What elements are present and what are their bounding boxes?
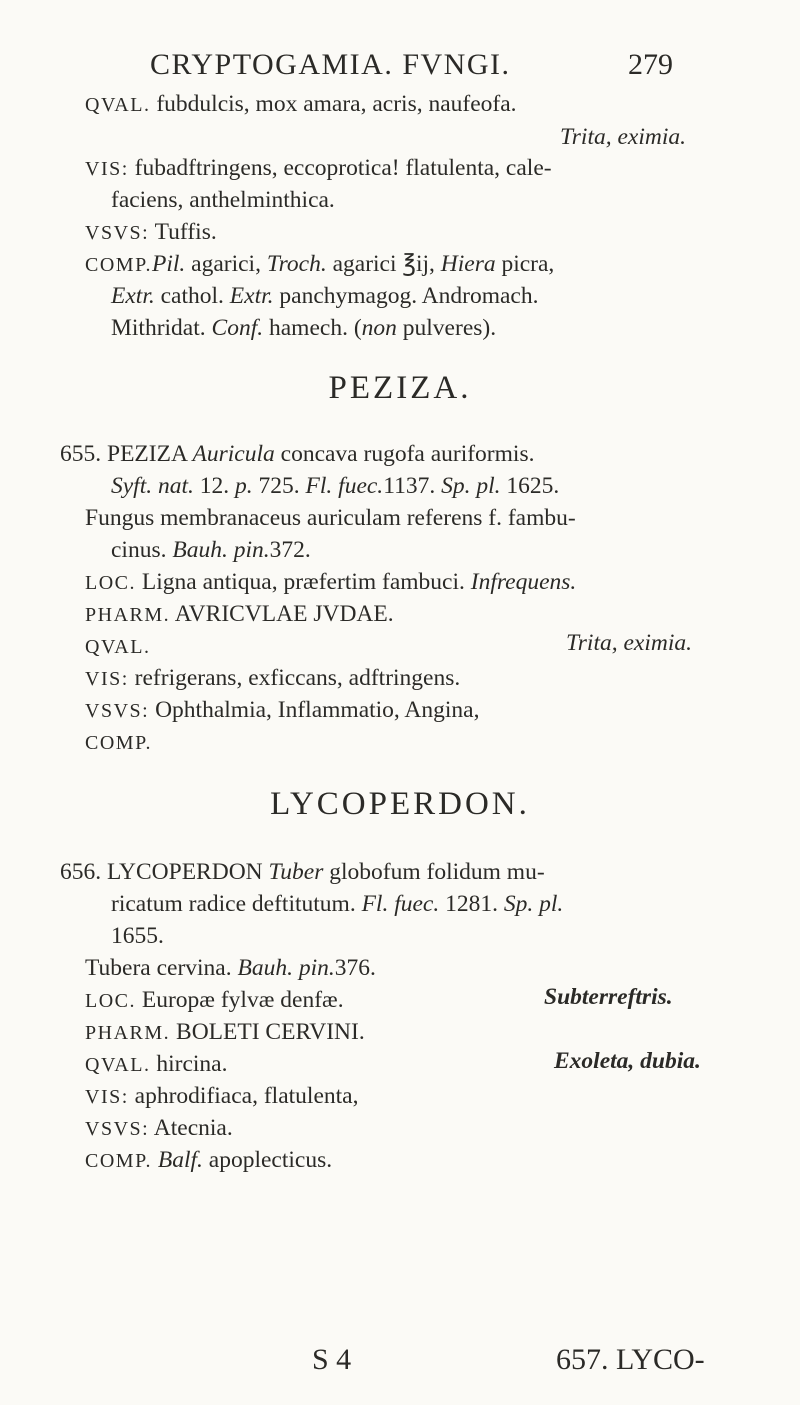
comp-text: Extr. xyxy=(111,283,155,309)
reference-text: Fl. fuec. xyxy=(361,891,440,917)
pharm-text: AVRICVLAE JVDAE. xyxy=(174,601,394,627)
reference-text: cinus. xyxy=(111,537,167,563)
reference-text: Sp. pl. xyxy=(441,473,501,499)
reference-text: 376. xyxy=(334,955,376,981)
signature-mark: S 4 xyxy=(312,1343,352,1376)
comp-text: Pil. xyxy=(151,251,186,277)
comp-text: agarici, xyxy=(191,251,261,277)
peziza-vsus-line xyxy=(85,694,479,727)
vsus-label: VSVS: xyxy=(85,222,150,244)
reference-text: Tubera cervina. xyxy=(85,955,232,981)
entry-vis-line xyxy=(85,152,552,185)
section-heading-lycoperdon: LYCOPERDON. xyxy=(270,786,530,822)
vsus-label: VSVS: xyxy=(85,700,150,722)
vsus-text: Atecnia. xyxy=(153,1115,233,1141)
vis-text: refrigerans, exficcans, adftringens. xyxy=(134,665,461,691)
loc-text: Europæ fylvæ denfæ. xyxy=(141,987,344,1013)
entry-vsus-line xyxy=(85,216,217,249)
comp-label: COMP. xyxy=(85,254,152,276)
qual-label: QVAL. xyxy=(85,1054,151,1076)
lycoperdon-qual-grade: Exoleta, dubia. xyxy=(554,1048,701,1074)
qual-label: QVAL. xyxy=(85,94,151,116)
qual-grade: Trita, eximia. xyxy=(560,124,686,150)
comp-text: agarici ℥ij, xyxy=(332,251,435,277)
vis-label: VIS: xyxy=(85,158,129,180)
comp-text: hamech. ( xyxy=(269,315,362,341)
entry-comp-line-2 xyxy=(111,280,538,312)
loc-label: LOC. xyxy=(85,572,136,594)
reference-text: 1137. xyxy=(383,473,436,499)
comp-label: COMP. xyxy=(85,1150,152,1172)
entry-number: 655. xyxy=(60,441,102,467)
comp-text: apoplecticus. xyxy=(208,1147,333,1173)
reference-text: Syft. nat. xyxy=(111,473,194,499)
pharm-label: PHARM. xyxy=(85,604,171,626)
vsus-label: VSVS: xyxy=(85,1118,150,1140)
lycoperdon-qual-line xyxy=(85,1048,227,1081)
loc-text: Ligna antiqua, præfertim fambuci. xyxy=(141,569,465,595)
reference-text: 1281. xyxy=(445,891,498,917)
lycoperdon-comp-line xyxy=(85,1144,332,1177)
genus-name: LYCOPERDON xyxy=(107,859,263,885)
pharm-label: PHARM. xyxy=(85,1022,171,1044)
comp-text: Extr. xyxy=(229,283,274,309)
page-number: 279 xyxy=(628,48,673,81)
comp-text: pulveres). xyxy=(402,315,497,341)
lycoperdon-vsus-line xyxy=(85,1112,233,1145)
running-title: CRYPTOGAMIA. FVNGI. xyxy=(150,48,511,81)
lycoperdon-loc-grade: Subterreftris. xyxy=(544,984,673,1010)
entry-qual-line xyxy=(85,88,517,121)
peziza-qual-line xyxy=(85,630,150,663)
running-header xyxy=(0,48,800,88)
vsus-text: Tuffis. xyxy=(154,219,217,245)
section-heading-peziza: PEZIZA. xyxy=(328,370,472,406)
vsus-text: Ophthalmia, Inflammatio, Angina, xyxy=(155,697,480,723)
lycoperdon-synonym xyxy=(85,952,376,984)
vis-text: aphrodifiaca, flatulenta, xyxy=(134,1083,359,1109)
peziza-pharm-line xyxy=(85,598,394,631)
entry-number: 656. xyxy=(60,859,102,885)
catchword: 657. LYCO- xyxy=(556,1343,705,1376)
reference-text: 1625. xyxy=(506,473,560,499)
lycoperdon-vis-line xyxy=(85,1080,358,1113)
reference-text: ricatum radice deftitutum. xyxy=(111,891,356,917)
pharm-text: BOLETI CERVINI. xyxy=(176,1019,365,1045)
loc-grade: Infrequens. xyxy=(470,569,577,595)
lycoperdon-pharm-line xyxy=(85,1016,365,1049)
comp-text: Mithridat. xyxy=(111,315,206,341)
entry-vis-line-2: faciens, anthelminthica. xyxy=(111,187,335,213)
reference-text: p. xyxy=(235,473,253,499)
lycoperdon-references xyxy=(111,888,563,920)
comp-text: Balf. xyxy=(157,1147,203,1173)
entry-comp-line xyxy=(85,248,554,281)
species-name: Tuber xyxy=(268,859,324,885)
comp-text: panchymagog. Andromach. xyxy=(279,283,539,309)
comp-text: cathol. xyxy=(160,283,224,309)
peziza-entry-line xyxy=(60,438,534,470)
reference-text: Bauh. pin. xyxy=(172,537,270,563)
peziza-synonym-ref xyxy=(111,534,311,566)
peziza-references xyxy=(111,470,559,502)
species-description: concava rugofa auriformis. xyxy=(280,441,535,467)
loc-label: LOC. xyxy=(85,990,136,1012)
reference-text: 725. xyxy=(258,473,300,499)
reference-text: 372. xyxy=(269,537,311,563)
reference-text: Bauh. pin. xyxy=(237,955,335,981)
comp-text: Troch. xyxy=(266,251,327,277)
qual-label: QVAL. xyxy=(85,636,151,658)
comp-text: non xyxy=(361,315,397,341)
qual-text: hircina. xyxy=(156,1051,228,1077)
peziza-synonym: Fungus membranaceus auriculam referens f. fambu- xyxy=(85,505,576,531)
peziza-qual-grade: Trita, eximia. xyxy=(566,630,692,656)
peziza-vis-line xyxy=(85,662,460,695)
comp-text: Hiera xyxy=(440,251,496,277)
vis-text: fubadftringens, eccoprotica! flatulenta, cale- xyxy=(134,155,552,181)
comp-text: picra, xyxy=(501,251,555,277)
species-name: Auricula xyxy=(192,441,275,467)
lycoperdon-entry-line xyxy=(60,856,545,888)
species-description: globofum folidum mu- xyxy=(329,859,545,885)
reference-text: 12. xyxy=(199,473,230,499)
reference-text: Fl. fuec. xyxy=(305,473,384,499)
entry-comp-line-3 xyxy=(111,312,496,344)
qual-text: fubdulcis, mox amara, acris, naufeofa. xyxy=(156,91,517,117)
vis-label: VIS: xyxy=(85,668,129,690)
lycoperdon-loc-line xyxy=(85,984,344,1017)
peziza-loc-line xyxy=(85,566,576,599)
vis-label: VIS: xyxy=(85,1086,129,1108)
lycoperdon-references-2: 1655. xyxy=(111,923,164,949)
comp-label: COMP. xyxy=(85,732,152,754)
genus-name: PEZIZA xyxy=(107,441,187,467)
comp-text: Conf. xyxy=(211,315,264,341)
reference-text: Sp. pl. xyxy=(503,891,564,917)
peziza-comp-line xyxy=(85,726,152,759)
